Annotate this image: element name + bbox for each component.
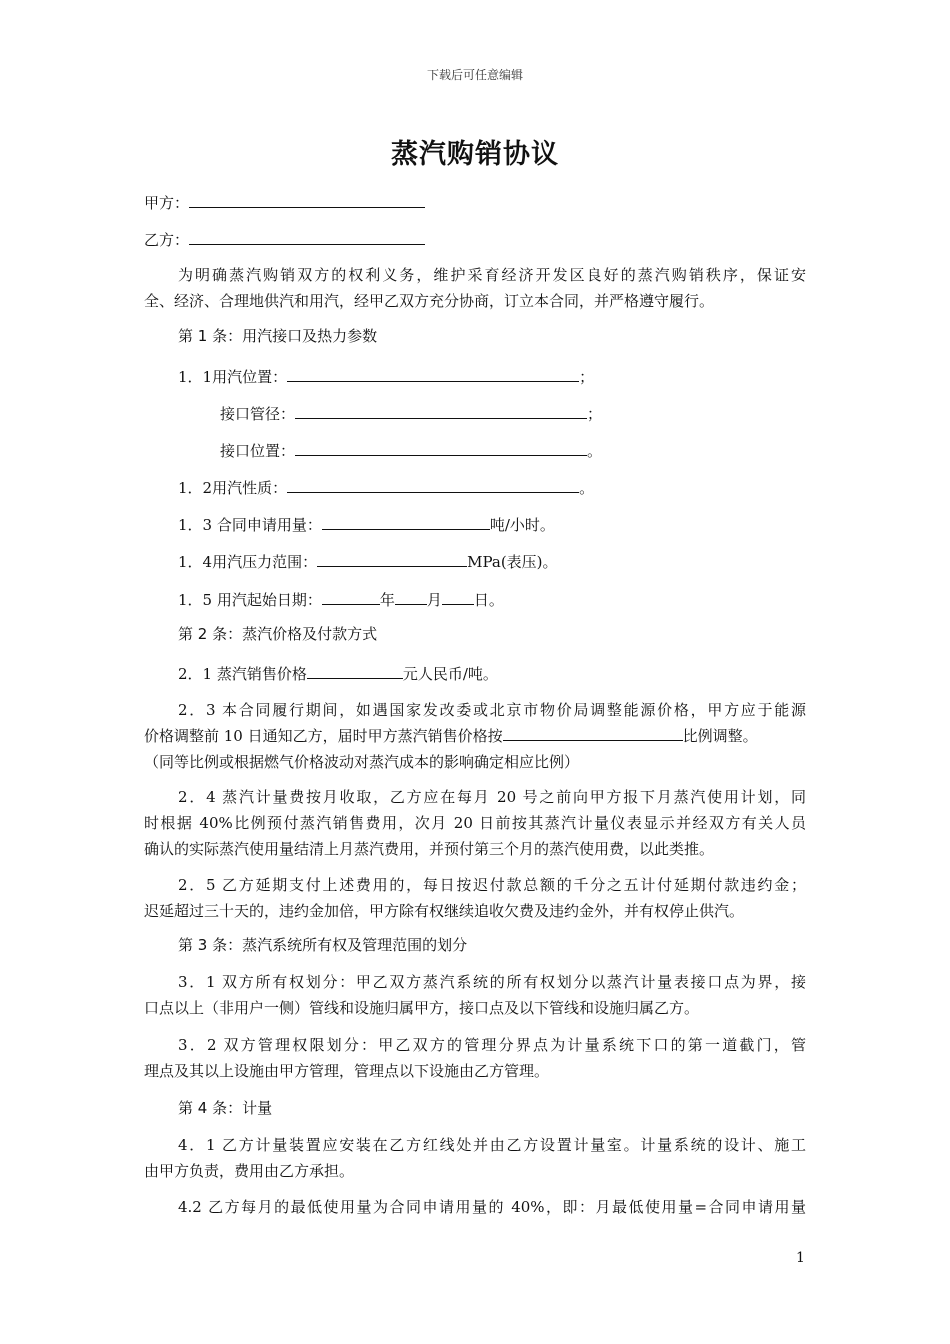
interface-position-end: 。 (587, 442, 603, 460)
item-1-4-blank (317, 549, 467, 567)
intro-line: 全、经济、合理地供汽和用汽，经甲乙双方充分协商，订立本合同，并严格遵守履行。 (144, 292, 715, 310)
item-4-1-line: 由甲方负责，费用由乙方承担。 (144, 1162, 355, 1180)
article-2-heading: 第 2 条：蒸汽价格及付款方式 (178, 625, 378, 643)
item-2-1-end: 元人民币/吨。 (402, 665, 498, 683)
day-blank (442, 587, 474, 605)
item-3-1-line: 口点以上（非用户一侧）管线和设施归属甲方，接口点及以下管线和设施归属乙方。 (144, 999, 700, 1017)
party-a-label: 甲方： (144, 194, 190, 212)
item-2-3 (144, 697, 806, 775)
item-3-2-line: 3．2 双方管理权限划分：甲乙双方的管理分界点为计量系统下口的第一道截门，管 (178, 1036, 806, 1054)
item-2-3-note: （同等比例或根据燃气价格波动对蒸汽成本的影响确定相应比例） (144, 753, 580, 771)
item-2-4-line: 2．4 蒸汽计量费按月收取，乙方应在每月 20 号之前向甲方报下月蒸汽使用计划，同 (178, 788, 806, 806)
pipe-diameter-blank (295, 401, 587, 419)
year-blank (322, 587, 380, 605)
item-1-5 (178, 587, 504, 610)
article-1-heading: 第 1 条：用汽接口及热力参数 (178, 327, 378, 345)
item-1-4-label: 1．4用汽压力范围： (178, 553, 318, 571)
item-2-5-line: 2．5 乙方延期支付上述费用的，每日按迟付款总额的千分之五计付延期付款违约金； (178, 876, 806, 894)
item-2-5-line: 迟延超过三十天的，违约金加倍，甲方除有权继续追收欠费及违约金外，并有权停止供汽。 (144, 902, 745, 920)
item-1-2 (178, 475, 594, 498)
item-2-3-end: 比例调整。 (682, 727, 758, 745)
item-1-2-blank (287, 475, 579, 493)
month-blank (395, 587, 427, 605)
item-2-3-blank (503, 723, 683, 741)
item-4-2 (144, 1194, 806, 1220)
item-2-5 (144, 872, 806, 924)
party-b (144, 227, 425, 250)
item-2-1-label: 2．1 蒸汽销售价格 (178, 665, 307, 683)
item-2-3-line (144, 723, 806, 749)
item-1-3-label: 1．3 合同申请用量： (178, 516, 322, 534)
item-2-4-line: 时根据 40%比例预付蒸汽销售费用，次月 20 日前按其蒸汽计量仪表显示并经双方有关人员 (144, 814, 806, 832)
interface-position-label: 接口位置： (220, 442, 296, 460)
item-3-1 (144, 969, 806, 1021)
item-2-3-text: 价格调整前 10 日通知乙方，届时甲方蒸汽销售价格按 (144, 727, 503, 745)
pipe-diameter (220, 401, 602, 424)
item-1-1-label: 1．1用汽位置： (178, 368, 288, 386)
day-label: 日。 (473, 591, 504, 609)
year-label: 年 (379, 591, 395, 609)
item-2-4-line: 确认的实际蒸汽使用量结清上月蒸汽费用，并预付第三个月的蒸汽使用费，以此类推。 (144, 840, 715, 858)
item-1-1-blank (287, 364, 579, 382)
intro-line: 为明确蒸汽购销双方的权利义务，维护采育经济开发区良好的蒸汽购销秩序，保证安 (178, 266, 806, 284)
intro-paragraph (144, 262, 806, 314)
party-b-blank (189, 227, 425, 245)
item-1-4 (178, 549, 558, 572)
document-title: 蒸汽购销协议 (391, 139, 559, 170)
item-1-1-end: ； (579, 368, 595, 386)
item-1-4-end: MPa(表压)。 (467, 553, 558, 571)
pipe-diameter-end: ； (587, 405, 603, 423)
page-number: 1 (796, 1250, 805, 1266)
interface-position-blank (295, 438, 587, 456)
item-1-2-end: 。 (579, 479, 595, 497)
party-b-label: 乙方： (144, 231, 190, 249)
party-a (144, 190, 425, 213)
article-4-heading: 第 4 条：计量 (178, 1099, 273, 1117)
item-1-3-end: 吨/小时。 (489, 516, 555, 534)
item-3-2-line: 理点及其以上设施由甲方管理，管理点以下设施由乙方管理。 (144, 1062, 550, 1080)
item-1-5-label: 1．5 用汽起始日期： (178, 591, 322, 609)
item-4-1 (144, 1132, 806, 1184)
interface-position (220, 438, 602, 461)
item-1-3 (178, 512, 555, 535)
pipe-diameter-label: 接口管径： (220, 405, 296, 423)
item-2-1-blank (307, 661, 403, 679)
item-2-4 (144, 784, 806, 862)
article-3-heading: 第 3 条：蒸汽系统所有权及管理范围的划分 (178, 936, 468, 954)
item-3-1-line: 3．1 双方所有权划分：甲乙双方蒸汽系统的所有权划分以蒸汽计量表接口点为界，接 (178, 973, 806, 991)
item-4-1-line: 4．1 乙方计量装置应安装在乙方红线处并由乙方设置计量室。计量系统的设计、施工 (178, 1136, 806, 1154)
month-label: 月 (426, 591, 442, 609)
item-3-2 (144, 1032, 806, 1084)
item-1-1 (178, 364, 594, 387)
item-1-2-label: 1．2用汽性质： (178, 479, 288, 497)
item-4-2-line: 4.2 乙方每月的最低使用量为合同申请用量的 40%，即：月最低使用量=合同申请用量 (178, 1198, 806, 1216)
item-2-1 (178, 661, 498, 684)
item-2-3-line: 2．3 本合同履行期间，如遇国家发改委或北京市物价局调整能源价格，甲方应于能源 (178, 701, 806, 719)
page-header: 下载后可任意编辑 (426, 68, 523, 82)
party-a-blank (189, 190, 425, 208)
item-1-3-blank (322, 512, 490, 530)
